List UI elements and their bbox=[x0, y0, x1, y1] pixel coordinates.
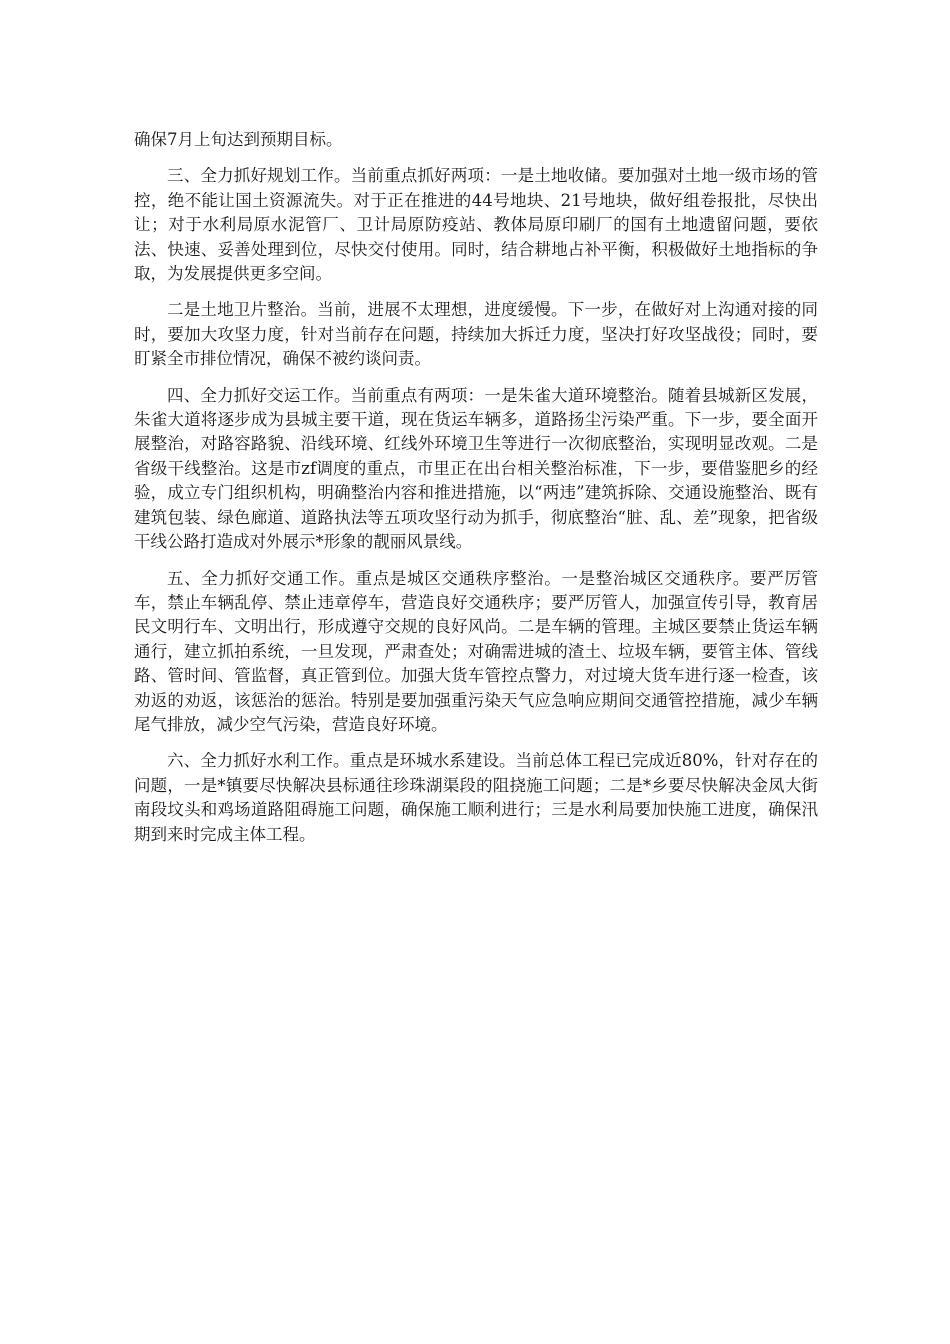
paragraph-transport-operations-work: 四、全力抓好交运工作。当前重点有两项：一是朱雀大道环境整治。随着县城新区发展，朱雀大道将逐步成为县城主要干道，现在货运车辆多，道路扬尘污染严重。下一步，要全面开展整治，对路容路貌、沿线环境、红线外环境卫生等进行一次彻底整治，实现明显改观。二是省级干线整治。这是市zf调度的重点，市里正在出台相关整治标准，下一步，要借鉴肥乡的经验，成立专门组织机构，明确整治内容和推进措施，以“两违”建筑拆除、交通设施整治、既有建筑包装、绿色廊道、道路执法等五项攻坚行动为抓手，彻底整治“脏、乱、差”现象，把省级干线公路打造成对外展示*形象的靓丽风景线。 bbox=[134, 385, 818, 552]
paragraph-continuation: 确保7月上旬达到预期目标。 bbox=[134, 130, 343, 149]
paragraph-traffic-work: 五、全力抓好交通工作。重点是城区交通秩序整治。一是整治城区交通秩序。要严厉管车，禁止车辆乱停、禁止违章停车，营造良好交通秩序；要严厉管人，加强宣传引导，教育居民文明行车、文明出行，形成遵守交规的良好风尚。二是车辆的管理。主城区要禁止货运车辆通行，建立抓拍系统，一旦发现，严肃查处；对确需进城的渣土、垃圾车辆，要管主体、管线路、管时间、管监督，真正管到位。加强大货车管控点警力，对过境大货车进行逐一检查，该劝返的劝返，该惩治的惩治。特别是要加强重污染天气应急响应期间交通管控措施，减少车辆尾气排放，减少空气污染，营造良好环境。 bbox=[134, 568, 818, 734]
paragraph-water-conservancy-work: 六、全力抓好水利工作。重点是环城水系建设。当前总体工程已完成近80%，针对存在的问题，一是*镇要尽快解决县标通往珍珠湖渠段的阻挠施工问题；二是*乡要尽快解决金凤大街南段坟头和鸡场道路阻碍施工问题，确保施工顺利进行；三是水利局要加快施工进度，确保汛期到来时完成主体工程。 bbox=[134, 751, 818, 844]
document-body bbox=[134, 128, 818, 859]
paragraph-planning-work: 三、全力抓好规划工作。当前重点抓好两项：一是土地收储。要加强对土地一级市场的管控，绝不能让国土资源流失。对于正在推进的44号地块、21号地块，做好组卷报批，尽快出让；对于水利局原水泥管厂、卫计局原防疫站、教体局原印刷厂的国有土地遗留问题，要依法、快速、妥善处理到位，尽快交付使用。同时，结合耕地占补平衡，积极做好土地指标的争取，为发展提供更多空间。 bbox=[134, 166, 818, 284]
paragraph-land-satellite-rectification: 二是土地卫片整治。当前，进展不太理想，进度缓慢。下一步，在做好对上沟通对接的同时，要加大攻坚力度，针对当前存在问题，持续加大拆迁力度，坚决打好攻坚战役；同时，要盯紧全市排位情况，确保不被约谈问责。 bbox=[134, 300, 818, 369]
